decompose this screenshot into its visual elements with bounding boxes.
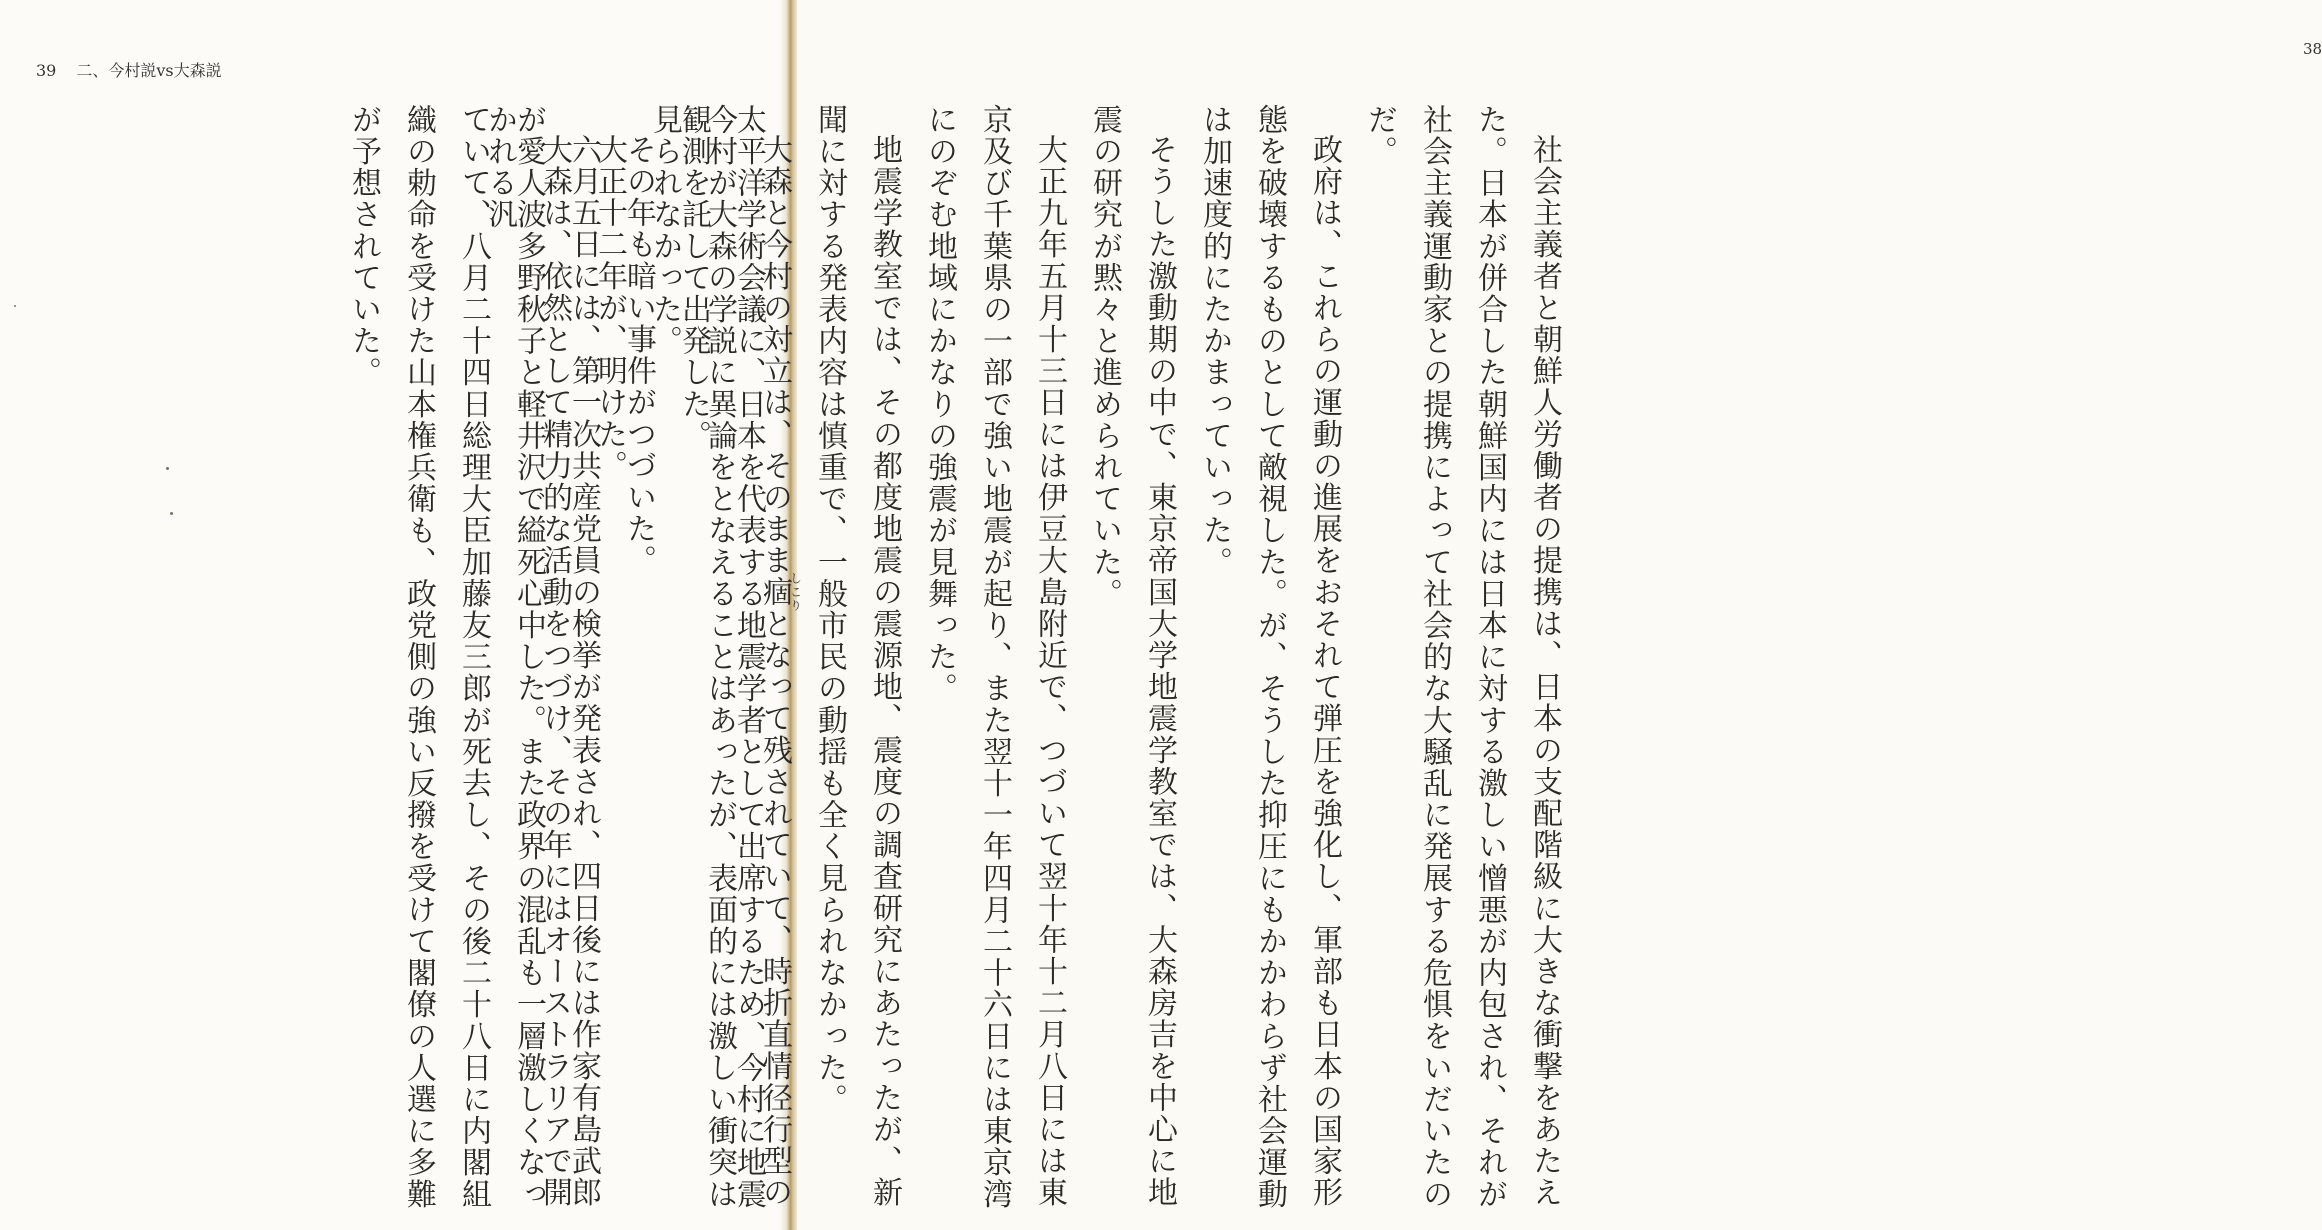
running-head <box>36 58 222 81</box>
page-number-left: 39 <box>36 61 57 80</box>
paragraph: 大正九年五月十三日には伊豆大島附近で、つづいて翌十年十二月八日には東京及び千葉県の一部で強い地震が起り、また翌十一年四月二十六日には東京湾にのぞむ地域にかなりの強震が見舞った。 <box>922 104 1067 1210</box>
paper-speck <box>170 512 173 515</box>
ruby-annotation: 痼しこり <box>757 571 803 613</box>
paragraph: 大森は、依然として精力的な活動をつづけ、その年にはオーストラリアで開かれる汎 <box>482 104 572 1209</box>
paragraph: 社会主義者と朝鮮人労働者の提携は、日本の支配階級に大きな衝撃をあたえた。日本が併合した朝鮮国内には日本に対する激しい憎悪が内包され、それが社会主義運動家との提携によって社会的な大騒乱に発展する危惧をいだいたのだ。 <box>1362 104 1562 1210</box>
chapter-title: 二、今村説vs大森説 <box>76 61 222 80</box>
ruby-reading: しこり <box>788 571 803 613</box>
paragraph: そうした激動期の中で、東京帝国大学地震学教室では、大森房吉を中心に地震の研究が黙々と進められていた。 <box>1087 104 1177 1209</box>
paragraph: 大正十二年が、明けた。 <box>592 134 627 482</box>
paragraph: 地震学教室では、その都度地震の震源地、震度の調査研究にあたったが、新聞に対する発表内容は慎重で、一般市民の動揺も全く見られなかった。 <box>812 104 902 1209</box>
page-number-right: 38 <box>2303 40 2322 58</box>
paragraph: 六月五日には、第一次共産党員の検挙が発表され、四日後には作家有島武郎が愛人波多野秋子と軽井沢で縊死心中した。また政界の混乱も一層激しくなっていて、八月二十四日総理大臣加藤友三郎が死去し、その後二十八日に内閣組織の勅命を受けた山本権兵衛も、政党側の強い反撥を受けて閣僚の人選に多難が予想されていた。 <box>346 104 601 1210</box>
paragraph: 政府は、これらの運動の進展をおそれて弾圧を強化し、軍部も日本の国家形態を破壊するものとして敵視した。が、そうした抑圧にもかかわらず社会運動は加速度的にたかまっていった。 <box>1197 104 1342 1210</box>
paper-speck <box>14 305 16 307</box>
paragraph-with-ruby: 大森と今村の対立は、そのまま痼しこりとなって残されていて、時折直情径行型の今村が大森の学説に異論をとなえることはあったが、表面的には激しい衝突は見られなかった。 <box>647 104 803 1210</box>
paragraph: 太平洋学術会議に、日本を代表する地震学者として出席するため、今村に地震観測を託して出発した。 <box>676 104 766 1210</box>
paper-speck <box>166 467 169 470</box>
paragraph: その年も暗い事件がつづいた。 <box>621 134 656 577</box>
